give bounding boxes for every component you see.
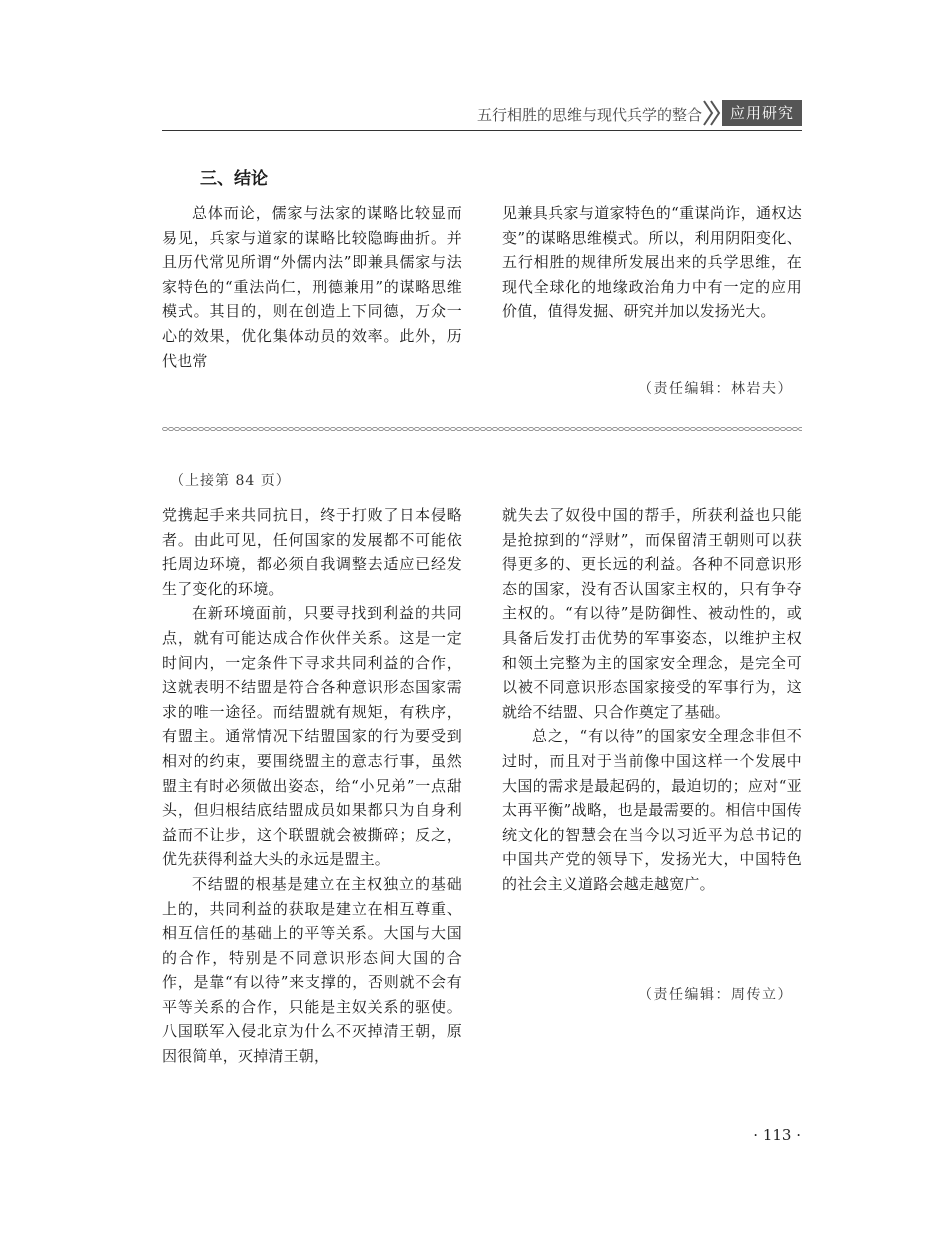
paragraph: 总之，“有以待”的国家安全理念非但不过时，而且对于当前像中国这样一个发展中大国的需求是最起码的，最迫切的；应对“亚太再平衡”战略，也是最需要的。相信中国传统文化的智慧会在当今以习近平为总书记的中国共产党的领导下，发扬光大，中国特色的社会主义道路会越走越宽广。 — [502, 727, 802, 893]
continued-from-note: （上接第 84 页） — [170, 473, 291, 489]
running-header-title: 五行相胜的思维与现代兵学的整合 — [476, 106, 702, 124]
top-right-column — [502, 201, 802, 324]
paragraph: 不结盟的根基是建立在主权独立的基础上的，共同利益的获取是建立在相互尊重、相互信任的基础上的平等关系。大国与大国的合作，特别是不同意识形态间大国的合作，是靠“有以待”来支撑的，否则就不会有平等关系的合作，只能是主奴关系的驱使。八国联军入侵北京为什么不灭掉清王朝，原因很简单，灭掉清王朝， — [162, 874, 462, 1066]
paragraph: 就失去了奴役中国的帮手，所获利益也只能是抢掠到的“浮财”，而保留清王朝则可以获得更多的、更长远的利益。各种不同意识形态的国家，没有否认国家主权的，只有争夺主权的。“有以待”是防御性、被动性的，或具备后发打击优势的军事姿态，以维护主权和领土完整为主的国家安全理念，是完全可以被不同意识形态国家接受的军事行为，这就给不结盟、只合作奠定了基础。 — [502, 506, 802, 721]
section-tag: 应用研究 — [722, 100, 802, 126]
paragraph: 党携起手来共同抗日，终于打败了日本侵略者。由此可见，任何国家的发展都不可能依托周边环境，都必须自我调整去适应已经发生了变化的环境。 — [162, 506, 462, 598]
editor-credit: （责任编辑：林岩夫） — [638, 381, 793, 397]
paragraph: 在新环境面前，只要寻找到利益的共同点，就有可能达成合作伙伴关系。这是一定时间内，一定条件下寻求共同利益的合作，这就表明不结盟是符合各种意识形态国家需求的唯一途径。而结盟就有规矩，有秩序，有盟主。通常情况下结盟国家的行为要受到相对的约束，要围绕盟主的意志行事，虽然盟主有时必须做出姿态，给“小兄弟”一点甜头，但归根结底结盟成员如果都只为自身利益而不让步，这个联盟就会被撕碎；反之，优先获得利益大头的永远是盟主。 — [162, 604, 462, 869]
paragraph: 见兼具兵家与道家特色的“重谋尚诈，通权达变”的谋略思维模式。所以，利用阴阳变化、五行相胜的规律所发展出来的兵学思维，在现代全球化的地缘政治角力中有一定的应用价值，值得发掘、研究并加以发扬光大。 — [502, 204, 802, 321]
paragraph: 总体而论，儒家与法家的谋略比较显而易见，兵家与道家的谋略比较隐晦曲折。并且历代常见所谓“外儒内法”即兼具儒家与法家特色的“重法尚仁，刑德兼用”的谋略思维模式。其目的，则在创造上下同德，万众一心的效果，优化集体动员的效率。此外，历代也常 — [162, 204, 462, 370]
editor-credit: （责任编辑：周传立） — [638, 987, 793, 1003]
decorative-divider — [162, 425, 802, 433]
page-number: · 113 · — [753, 1126, 801, 1144]
bottom-right-column — [502, 503, 802, 897]
top-left-column — [162, 201, 462, 373]
running-header — [162, 98, 802, 131]
bottom-left-column — [162, 503, 462, 1069]
double-chevron-icon — [702, 100, 722, 126]
section-heading: 三、结论 — [200, 169, 268, 189]
